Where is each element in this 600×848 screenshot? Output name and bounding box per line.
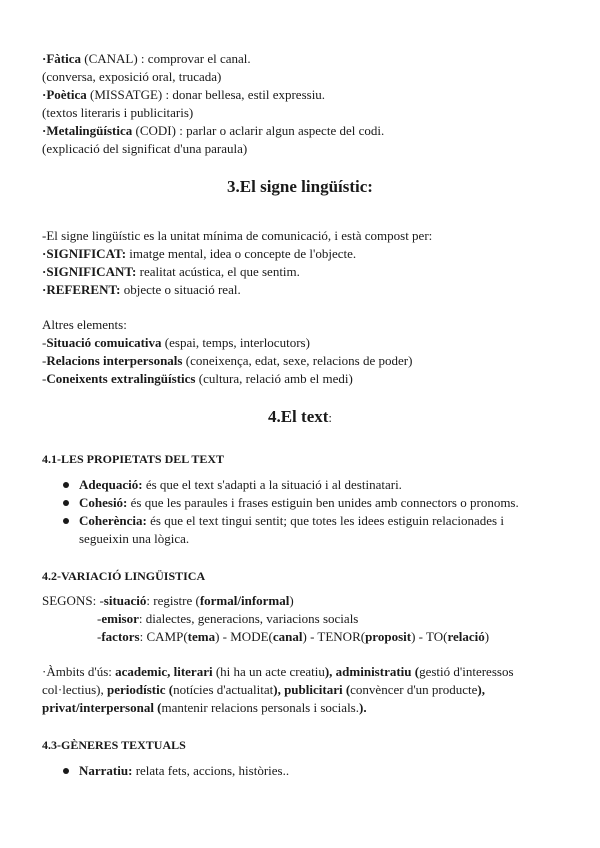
- variation-line: SEGONS: -situació: registre (formal/informal): [42, 593, 294, 608]
- definition-line: ·SIGNIFICAT: imatge mental, idea o concepte de l'objecte.: [42, 246, 357, 261]
- bullet-dot: [63, 500, 69, 506]
- bullet-dot: [63, 482, 69, 488]
- bullet-item: Narratiu: relata fets, accions, històries..: [79, 763, 290, 778]
- bullet-dot: [63, 768, 69, 774]
- element-line: -Relacions interpersonals (coneixença, edat, sexe, relacions de poder): [42, 353, 413, 368]
- function-example: (explicació del significat d'una paraula): [42, 141, 248, 156]
- subsection-heading: 4.2-VARIACIÓ LINGÜISTICA: [42, 569, 206, 583]
- subsection-heading: 4.1-LES PROPIETATS DEL TEXT: [42, 452, 225, 466]
- definition-line: ·REFERENT: objecte o situació real.: [42, 282, 241, 297]
- bullet-dot: [63, 518, 69, 524]
- function-line: ·Fàtica (CANAL) : comprovar el canal.: [42, 51, 251, 66]
- definition-line: ·SIGNIFICANT: realitat acústica, el que sentim.: [42, 264, 300, 279]
- ambits-line: ·Àmbits d'ús: academic, literari (hi ha un acte creatiu), administratiu (gestió d'interessos: [42, 664, 514, 679]
- bullet-item: Coherència: és que el text tingui sentit; que totes les idees estiguin relacionades i: [79, 513, 504, 528]
- subsection-heading: 4.3-GÈNERES TEXTUALS: [42, 738, 186, 752]
- ambits-line: col·lectius), periodístic (notícies d'actualitat), publicitari (convèncer d'un producte),: [42, 682, 485, 697]
- function-example: (textos literaris i publicitaris): [42, 105, 194, 120]
- element-line: -Situació comuicativa (espai, temps, interlocutors): [42, 335, 310, 350]
- variation-line: -factors: CAMP(tema) - MODE(canal) - TENOR(proposit) - TO(relació): [97, 629, 490, 644]
- function-example: (conversa, exposició oral, trucada): [42, 69, 222, 84]
- paragraph: Altres elements:: [42, 317, 127, 332]
- element-line: -Coneixents extralingüístics (cultura, relació amb el medi): [42, 371, 353, 386]
- function-line: ·Poètica (MISSATGE) : donar bellesa, estil expressiu.: [42, 87, 326, 102]
- section-heading: 3.El signe lingüístic:: [227, 177, 373, 196]
- bullet-item: Adequació: és que el text s'adapti a la situació i al destinatari.: [79, 477, 402, 492]
- paragraph: -El signe lingüístic es la unitat mínima de comunicació, i està compost per:: [42, 228, 433, 243]
- bullet-item: Cohesió: és que les paraules i frases estiguin ben unides amb connectors o pronoms.: [79, 495, 519, 510]
- ambits-line: privat/interpersonal (mantenir relacions personals i socials.).: [42, 700, 367, 715]
- function-line: ·Metalingüística (CODI) : parlar o aclarir algun aspecte del codi.: [42, 123, 385, 138]
- variation-line: -emisor: dialectes, generacions, variacions socials: [97, 611, 359, 626]
- section-heading: 4.El text:: [267, 407, 333, 426]
- bullet-continuation: segueixin una lògica.: [79, 531, 190, 546]
